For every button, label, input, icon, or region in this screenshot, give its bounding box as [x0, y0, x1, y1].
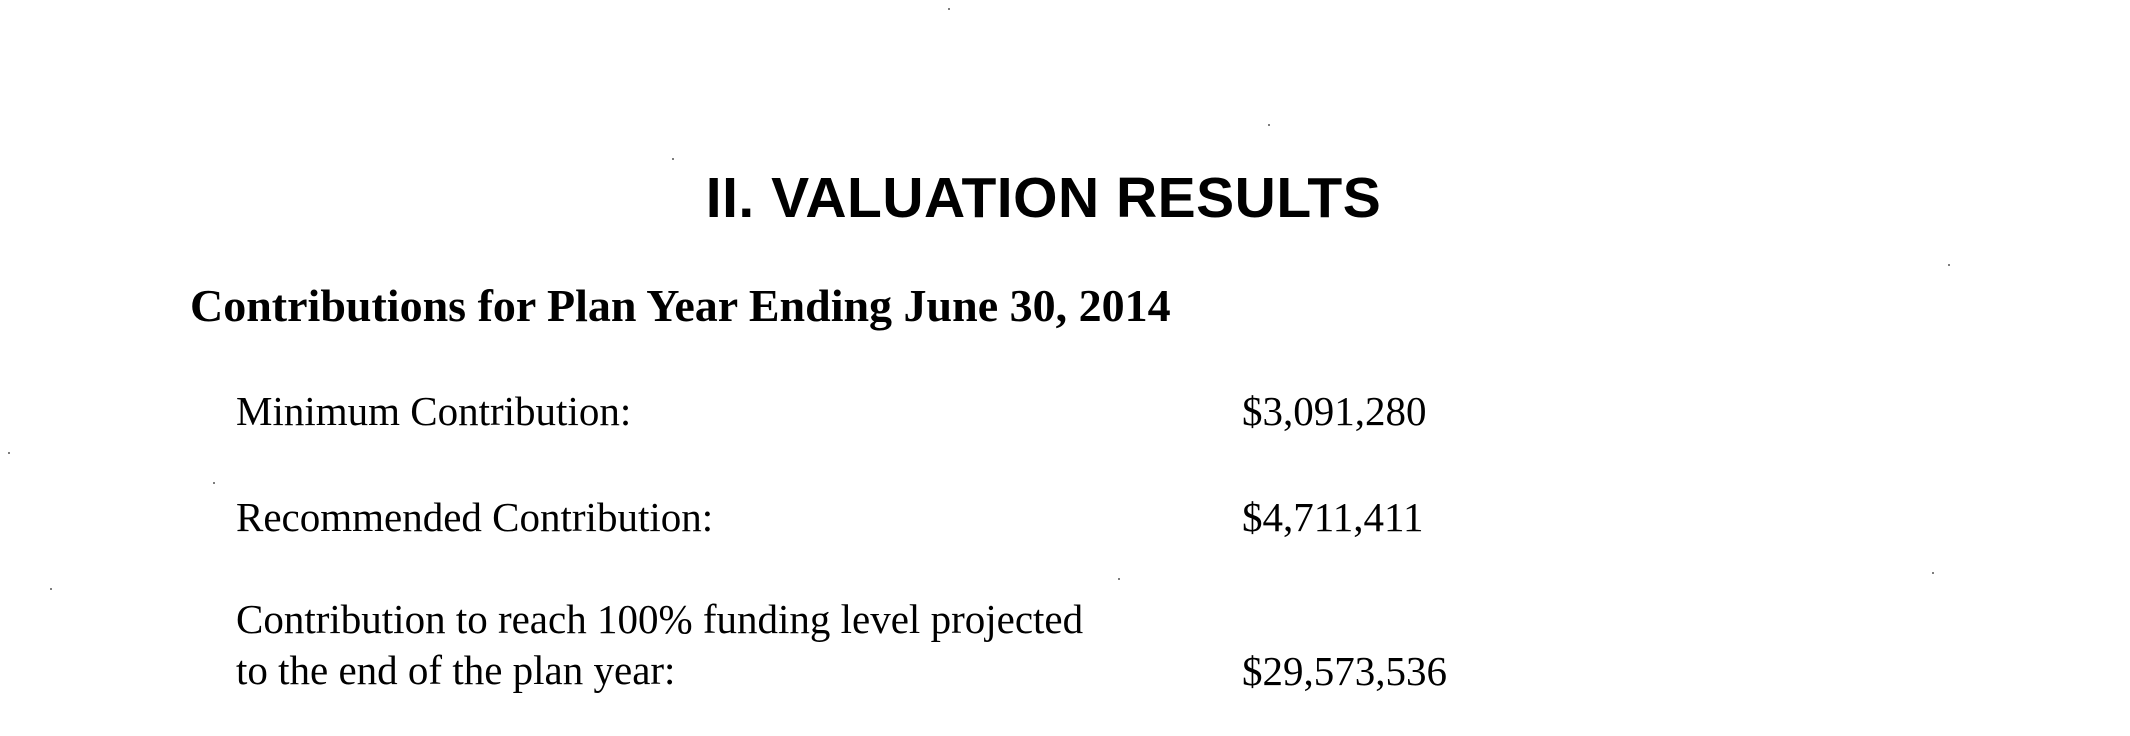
- recommended-contribution-label: Recommended Contribution:: [236, 494, 714, 540]
- full-funding-contribution-label-line-2: to the end of the plan year:: [236, 647, 676, 693]
- full-funding-contribution-value: $29,573,536: [1242, 648, 1447, 694]
- section-title: II. VALUATION RESULTS: [705, 166, 1382, 230]
- scan-speck: [8, 452, 10, 454]
- full-funding-contribution-label-line-1: Contribution to reach 100% funding level projected: [236, 596, 1084, 642]
- scan-speck: [1932, 572, 1934, 574]
- full-funding-contribution-label: [236, 594, 1083, 696]
- minimum-contribution-value: $3,091,280: [1242, 388, 1427, 434]
- scan-speck: [50, 588, 52, 590]
- scan-speck: [1268, 124, 1270, 126]
- scan-speck: [672, 158, 674, 160]
- subsection-title: Contributions for Plan Year Ending June 30, 2014: [190, 280, 1171, 331]
- scan-speck: [948, 8, 950, 10]
- scan-speck: [213, 482, 215, 484]
- scan-speck: [1118, 578, 1120, 580]
- recommended-contribution-value: $4,711,411: [1242, 494, 1424, 540]
- scan-speck: [1948, 264, 1950, 266]
- minimum-contribution-label: Minimum Contribution:: [236, 388, 632, 434]
